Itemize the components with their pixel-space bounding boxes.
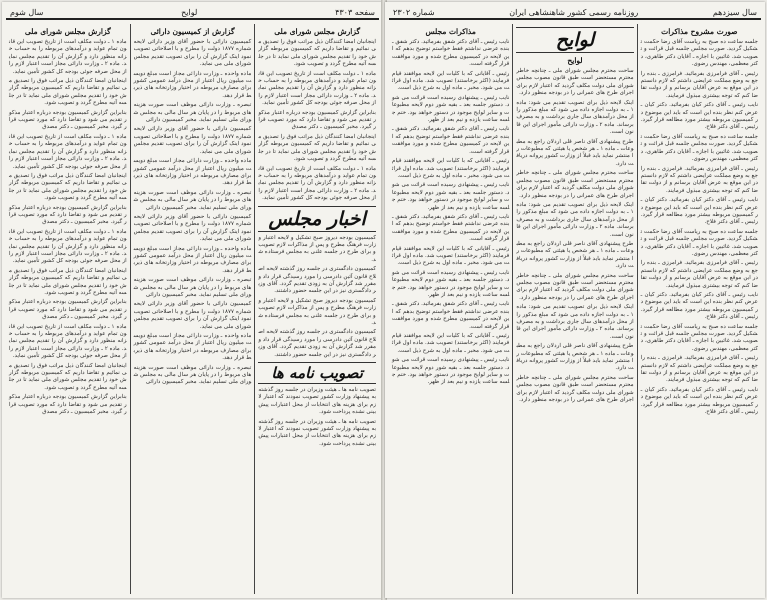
paragraph: جلسه ساعت ده صبح به ریاست آقای رضا حکمت تشکیل گردید. صورت مجلس جلسه قبل قرائت و تصویب شد. غائبین با اجازه ـ آقایان دکتر طاهری، دکتر معظمی، مهندس رضوی. (640, 323, 758, 352)
paragraph: ساحت محترم مجلس شورای ملی ـ چنانچه خاطر محترم مستحضر است طبق قانون مصوب مجلس شورای ملی دولت مکلف گردید که اعتبار لازم برای اجرای طرح های عمرانی را در بودجه منظور دارد. (516, 272, 634, 301)
paragraph: رئیس ـ آقای فرامرزی بفرمائید. فرامرزی ـ بنده راجع به وضع مملکت عرایضی داشتم که لازم دانستم در این موقع به عرض آقایان برسانم و از دولت تقاضا کنم که توجه بیشتری مبذول فرمایند. (640, 70, 758, 99)
right-col1-subhead: صورت مشروح مذاکرات (661, 27, 738, 36)
paragraph: طرح پیشنهادی آقای ناصر قلی اردلان راجع به مطبوعات ـ ماده ۱ ـ هر شخص یا هیئتی که مطبوعات را منتشر نماید باید قبلاً از وزارت کشور پروانه دریافت دارد. (516, 343, 634, 372)
paragraph: ماده واحده ـ وزارت دارائی مجاز است مبلغ دویست میلیون ریال اعتبار از محل درآمد عمومی کشور برای مصارف مربوطه در اختیار وزارتخانه های ذیربط قرار دهد. (133, 245, 252, 274)
left-page-ref: سال شوم (10, 7, 44, 17)
left-column-1 (254, 24, 379, 594)
paragraph: نایب رئیس ـ پیشنهادی رسیده است قرائت می شود. دستور جلسه بعد ـ بقیه شور دوم لایحه مطبوعات و سایر لوایح موجود در دستور خواهد بود. ختم جلسه ساعت یازده و نیم بعد از ظهر. (392, 357, 510, 386)
paragraph: نایب رئیس ـ آقای دکتر شفق بفرمائید. دکتر شفق ـ بنده عرضی نداشتم فقط خواستم توضیح بدهم که این لایحه در کمیسیون مطرح شده و مورد موافقت قرار گرفته است. (392, 126, 510, 155)
paragraph: اینک لایحه ذیل برای تصویب تقدیم می شود: ماده ۱ ـ به دولت اجازه داده می شود که مبلغ مذکور را از محل درآمدهای سال جاری برداشت و به مصرف برساند. ماده ۲ ـ وزارت دارائی مأمور اجرای این قانون است. (516, 304, 634, 340)
paragraph: نایب رئیس ـ آقای دکتر شفق بفرمائید. دکتر شفق ـ بنده عرضی نداشتم فقط خواستم توضیح بدهم که این لایحه در کمیسیون مطرح شده و مورد موافقت قرار گرفته است. (392, 213, 510, 243)
paragraph: کمیسیون دارائی با حضور آقای وزیر دارائی لایحه شماره ۱۸۷۷ دولت را مطرح و با اصلاحاتی تصویب نمود اینک گزارش آن را برای تصویب تقدیم مجلس شورای ملی می نماید. (133, 301, 252, 330)
paragraph: نایب رئیس ـ پیشنهادی رسیده است قرائت می شود. دستور جلسه بعد ـ بقیه شور دوم لایحه مطبوعات و سایر لوایح موجود در دستور خواهد بود. ختم جلسه ساعت یازده و نیم بعد از ظهر. (392, 94, 510, 124)
paragraph: کمیسیون دارائی با حضور آقای وزیر دارائی لایحه شماره ۱۸۷۷ دولت را مطرح و با اصلاحاتی تصویب نمود اینک گزارش آن را برای تصویب تقدیم مجلس شورای ملی می نماید. (133, 39, 252, 68)
left-col1-text-bottom (258, 387, 376, 448)
paragraph: نایب رئیس ـ پیشنهادی رسیده است قرائت می شود. دستور جلسه بعد ـ بقیه شور دوم لایحه مطبوعات و سایر لوایح موجود در دستور خواهد بود. ختم جلسه ساعت یازده و نیم بعد از ظهر. (392, 269, 510, 298)
left-col1-text-lower (258, 235, 376, 360)
left-column-2 (130, 24, 255, 594)
right-page-header (389, 6, 761, 20)
right-col1-text (641, 39, 758, 417)
paragraph: رئیس ـ آقایانی که با کلیات این لایحه موافقند قیام فرمایند (اکثر برخاستند) تصویب شد. ماده اول قرائت می شود. مخبر ـ ماده اول به شرح ذیل است. (392, 70, 510, 92)
left-page-columns (6, 24, 379, 594)
right-page-section: روزنامه رسمی کشور شاهنشاهی ایران (509, 7, 639, 17)
left-page (2, 2, 383, 598)
paragraph: بنابراین گزارش کمیسیون بودجه درباره اعتبار مذکور تقدیم می شود و تقاضا دارد که مورد تصویب قرار گیرد. مخبر کمیسیون ـ دکتر مصدق (8, 204, 127, 226)
right-col2-subhead: لوایح (567, 56, 583, 65)
paragraph: کمیسیون دادگستری در جلسه روز گذشته لایحه اصلاح قانون آئین دادرسی را مورد رسیدگی قرار داد و مقرر شد گزارش آن به زودی تقدیم گردد. آقای وزیر دادگستری نیز در این جلسه حضور داشتند. (258, 266, 376, 295)
bills-banner: لوایح (516, 27, 633, 53)
paragraph: ماده ۱ ـ دولت مکلف است از تاریخ تصویب این قانون تمام عواید و درآمدهای مربوطه را به حساب خزانه منظور دارد و گزارش آن را تقدیم مجلس نماید. ماده ۲ ـ وزارت دارائی مجاز است اعتبار لازم را از محل صرفه جوئی بودجه کل کشور تأمین نماید. (258, 70, 376, 107)
left-col2-subhead: گزارش از کمیسیون دارائی (150, 27, 235, 36)
left-page-number: سفحه ۴۳۰۳ (335, 7, 375, 17)
paragraph: ساحت محترم مجلس شورای ملی ـ چنانچه خاطر محترم مستحضر است طبق قانون مصوب مجلس شورای ملی دولت مکلف گردید که اعتبار لازم برای اجرای طرح های عمرانی را در بودجه منظور دارد. (516, 374, 634, 404)
paragraph: کمیسیون دادگستری در جلسه روز گذشته لایحه اصلاح قانون آئین دادرسی را مورد رسیدگی قرار داد و مقرر شد گزارش آن به زودی تقدیم گردد. آقای وزیر دادگستری نیز در این جلسه حضور داشتند. (258, 329, 376, 358)
right-page-columns (389, 24, 761, 594)
paragraph: کمیسیون دارائی با حضور آقای وزیر دارائی لایحه شماره ۱۸۷۷ دولت را مطرح و با اصلاحاتی تصویب نمود اینک گزارش آن را برای تصویب تقدیم مجلس شورای ملی می نماید. (133, 213, 252, 243)
right-page-number: شماره ۲۳۰۲ (393, 7, 435, 17)
paragraph: رئیس ـ آقای فرامرزی بفرمائید. فرامرزی ـ بنده راجع به وضع مملکت عرایضی داشتم که لازم دانستم در این موقع به عرض آقایان برسانم و از دولت تقاضا کنم که توجه بیشتری مبذول فرمایند. (640, 260, 758, 289)
right-page-ref: سال سیزدهم (712, 7, 757, 17)
paragraph: رئیس ـ آقایانی که با کلیات این لایحه موافقند قیام فرمایند (اکثر برخاستند) تصویب شد. ماده اول قرائت می شود. مخبر ـ ماده اول به شرح ذیل است. (392, 245, 510, 267)
left-col1-text (258, 39, 376, 203)
right-column-2 (512, 24, 636, 594)
right-column-3 (389, 24, 512, 594)
right-col3-text (392, 39, 509, 387)
paragraph: نایب رئیس ـ آقای دکتر شفق بفرمائید. دکتر شفق ـ بنده عرضی نداشتم فقط خواستم توضیح بدهم که این لایحه در کمیسیون مطرح شده و مورد موافقت قرار گرفته است. (392, 301, 510, 330)
left-page-section: لوایح (181, 7, 198, 17)
right-col3-subhead: مذاکرات مجلس (425, 27, 476, 36)
paragraph: جلسه ساعت ده صبح به ریاست آقای رضا حکمت تشکیل گردید. صورت مجلس جلسه قبل قرائت و تصویب شد. غائبین با اجازه ـ آقایان دکتر طاهری، دکتر معظمی، مهندس رضوی. (640, 133, 758, 163)
decrees-banner: تصویب نامه ها (258, 362, 376, 384)
paragraph: تصویب نامه ها ـ هیئت وزیران در جلسه روز گذشته به پیشنهاد وزارت کشور تصویب نمودند که اعتبار لازم برای هزینه های انتخابات از محل اعتبارات پیش بینی نشده پرداخت شود. (258, 418, 376, 447)
paragraph: رئیس ـ آقای فرامرزی بفرمائید. فرامرزی ـ بنده راجع به وضع مملکت عرایضی داشتم که لازم دانستم در این موقع به عرض آقایان برسانم و از دولت تقاضا کنم که توجه بیشتری مبذول فرمایند. (640, 355, 758, 384)
paragraph: طرح پیشنهادی آقای ناصر قلی اردلان راجع به مطبوعات ـ ماده ۱ ـ هر شخص یا هیئتی که مطبوعات را منتشر نماید باید قبلاً از وزارت کشور پروانه دریافت دارد. (516, 240, 634, 270)
paragraph: جلسه ساعت ده صبح به ریاست آقای رضا حکمت تشکیل گردید. صورت مجلس جلسه قبل قرائت و تصویب شد. غائبین با اجازه ـ آقایان دکتر طاهری، دکتر معظمی، مهندس رضوی. (640, 39, 758, 68)
right-column-1 (637, 24, 761, 594)
paragraph: بنابراین گزارش کمیسیون بودجه درباره اعتبار مذکور تقدیم می شود و تقاضا دارد که مورد تصویب قرار گیرد. مخبر کمیسیون ـ دکتر مصدق (258, 109, 376, 131)
paragraph: نایب رئیس ـ آقای دکتر کیان بفرمائید. دکتر کیان ـ عرض کنم نظر بنده این است که باید این موضوع در کمیسیون مربوطه بیشتر مورد مطالعه قرار گیرد. رئیس ـ آقای دکتر فلاح. (640, 197, 758, 226)
right-col2-text (516, 68, 633, 404)
paragraph: کمیسیون دارائی با حضور آقای وزیر دارائی لایحه شماره ۱۸۷۷ دولت را مطرح و با اصلاحاتی تصویب نمود اینک گزارش آن را برای تصویب تقدیم مجلس شورای ملی می نماید. (133, 126, 252, 155)
left-column-3 (6, 24, 130, 594)
paragraph: ماده ۱ ـ دولت مکلف است از تاریخ تصویب این قانون تمام عواید و درآمدهای مربوطه را به حساب خزانه منظور دارد و گزارش آن را تقدیم مجلس نماید. ماده ۲ ـ وزارت دارائی مجاز است اعتبار لازم را از محل صرفه جوئی بودجه کل کشور تأمین نماید. (8, 323, 127, 360)
paragraph: ماده واحده ـ وزارت دارائی مجاز است مبلغ دویست میلیون ریال اعتبار از محل درآمد عمومی کشور برای مصارف مربوطه در اختیار وزارتخانه های ذیربط قرار دهد. (133, 70, 252, 99)
left-col3-subhead: گزارش مجلس شورای ملی (24, 27, 111, 36)
paragraph: اینجانبان امضا کنندگان ذیل مراتب فوق را تصدیق می نمائیم و تقاضا داریم که کمیسیون مربوطه گزارش خود را تقدیم مجلس شورای ملی نماید تا در جلسه آتیه مطرح گردد و تصویب شود. (258, 39, 376, 68)
paragraph: نایب رئیس ـ آقای دکتر کیان بفرمائید. دکتر کیان ـ عرض کنم نظر بنده این است که باید این موضوع در کمیسیون مربوطه بیشتر مورد مطالعه قرار گیرد. رئیس ـ آقای دکتر فلاح. (640, 292, 758, 321)
paragraph: اینجانبان امضا کنندگان ذیل مراتب فوق را تصدیق می نمائیم و تقاضا داریم که کمیسیون مربوطه گزارش خود را تقدیم مجلس شورای ملی نماید تا در جلسه آتیه مطرح گردد و تصویب شود. (258, 133, 376, 163)
paragraph: بنابراین گزارش کمیسیون بودجه درباره اعتبار مذکور تقدیم می شود و تقاضا دارد که مورد تصویب قرار گیرد. مخبر کمیسیون ـ دکتر مصدق (8, 394, 127, 416)
paragraph: نایب رئیس ـ پیشنهادی رسیده است قرائت می شود. دستور جلسه بعد ـ بقیه شور دوم لایحه مطبوعات و سایر لوایح موجود در دستور خواهد بود. ختم جلسه ساعت یازده و نیم بعد از ظهر. (392, 182, 510, 211)
paragraph: بنابراین گزارش کمیسیون بودجه درباره اعتبار مذکور تقدیم می شود و تقاضا دارد که مورد تصویب قرار گیرد. مخبر کمیسیون ـ دکتر مصدق (8, 299, 127, 321)
paragraph: تبصره ـ وزارت دارائی موظف است صورت هزینه های مربوط را در پایان هر سال مالی به مجلس شورای ملی تسلیم نماید. مخبر کمیسیون دارائی (133, 364, 252, 386)
left-col1-subhead: گزارش مجلس شورای ملی (274, 27, 361, 36)
paragraph: جلسه ساعت ده صبح به ریاست آقای رضا حکمت تشکیل گردید. صورت مجلس جلسه قبل قرائت و تصویب شد. غائبین با اجازه ـ آقایان دکتر طاهری، دکتر معظمی، مهندس رضوی. (640, 228, 758, 257)
paragraph: تبصره ـ وزارت دارائی موظف است صورت هزینه های مربوط را در پایان هر سال مالی به مجلس شورای ملی تسلیم نماید. مخبر کمیسیون دارائی (133, 189, 252, 211)
paragraph: تبصره ـ وزارت دارائی موظف است صورت هزینه های مربوط را در پایان هر سال مالی به مجلس شورای ملی تسلیم نماید. مخبر کمیسیون دارائی (133, 277, 252, 298)
paragraph: اینک لایحه ذیل برای تصویب تقدیم می شود: ماده ۱ ـ به دولت اجازه داده می شود که مبلغ مذکور را از محل درآمدهای سال جاری برداشت و به مصرف برساند. ماده ۲ ـ وزارت دارائی مأمور اجرای این قانون است. (516, 201, 634, 238)
paragraph: طرح پیشنهادی آقای ناصر قلی اردلان راجع به مطبوعات ـ ماده ۱ ـ هر شخص یا هیئتی که مطبوعات را منتشر نماید باید قبلاً از وزارت کشور پروانه دریافت دارد. (516, 138, 634, 167)
paragraph: کمیسیون بودجه دیروز صبح تشکیل و لایحه اعتبار وزارت فرهنگ مطرح و پس از مذاکرات لازم تصویب و برای طرح در جلسه علنی به مجلس فرستاده شد. (258, 234, 376, 263)
paragraph: ساحت محترم مجلس شورای ملی ـ چنانچه خاطر محترم مستحضر است طبق قانون مصوب مجلس شورای ملی دولت مکلف گردید که اعتبار لازم برای اجرای طرح های عمرانی را در بودجه منظور دارد. (516, 170, 634, 199)
left-col2-text (134, 39, 252, 387)
paragraph: اینجانبان امضا کنندگان ذیل مراتب فوق را تصدیق می نمائیم و تقاضا داریم که کمیسیون مربوطه گزارش خود را تقدیم مجلس شورای ملی نماید تا در جلسه آتیه مطرح گردد و تصویب شود. (8, 78, 127, 107)
paragraph: ماده واحده ـ وزارت دارائی مجاز است مبلغ دویست میلیون ریال اعتبار از محل درآمد عمومی کشور برای مصارف مربوطه در اختیار وزارتخانه های ذیربط قرار دهد. (133, 158, 252, 187)
paragraph: نایب رئیس ـ آقای دکتر کیان بفرمائید. دکتر کیان ـ عرض کنم نظر بنده این است که باید این موضوع در کمیسیون مربوطه بیشتر مورد مطالعه قرار گیرد. رئیس ـ آقای دکتر فلاح. (640, 102, 758, 131)
paragraph: نایب رئیس ـ آقای دکتر کیان بفرمائید. دکتر کیان ـ عرض کنم نظر بنده این است که باید این موضوع در کمیسیون مربوطه بیشتر مورد مطالعه قرار گیرد. رئیس ـ آقای دکتر فلاح. (640, 386, 758, 416)
paragraph: تصویب نامه ها ـ هیئت وزیران در جلسه روز گذشته به پیشنهاد وزارت کشور تصویب نمودند که اعتبار لازم برای هزینه های انتخابات از محل اعتبارات پیش بینی نشده پرداخت شود. (258, 387, 376, 416)
paragraph: ماده ۱ ـ دولت مکلف است از تاریخ تصویب این قانون تمام عواید و درآمدهای مربوطه را به حساب خزانه منظور دارد و گزارش آن را تقدیم مجلس نماید. ماده ۲ ـ وزارت دارائی مجاز است اعتبار لازم را از محل صرفه جوئی بودجه کل کشور تأمین نماید. (8, 133, 127, 170)
left-page-header (6, 6, 379, 20)
paragraph: اینجانبان امضا کنندگان ذیل مراتب فوق را تصدیق می نمائیم و تقاضا داریم که کمیسیون مربوطه گزارش خود را تقدیم مجلس شورای ملی نماید تا در جلسه آتیه مطرح گردد و تصویب شود. (8, 362, 127, 391)
parliament-news-banner: اخبار مجلس (258, 206, 376, 232)
paragraph: رئیس ـ آقایانی که با کلیات این لایحه موافقند قیام فرمایند (اکثر برخاستند) تصویب شد. ماده اول قرائت می شود. مخبر ـ ماده اول به شرح ذیل است. (392, 158, 510, 179)
paragraph: رئیس ـ آقایانی که با کلیات این لایحه موافقند قیام فرمایند (اکثر برخاستند) تصویب شد. ماده اول قرائت می شود. مخبر ـ ماده اول به شرح ذیل است. (392, 333, 510, 354)
paragraph: کمیسیون بودجه دیروز صبح تشکیل و لایحه اعتبار وزارت فرهنگ مطرح و پس از مذاکرات لازم تصویب و برای طرح در جلسه علنی به مجلس فرستاده شد. (258, 297, 376, 326)
paragraph: ساحت محترم مجلس شورای ملی ـ چنانچه خاطر محترم مستحضر است طبق قانون مصوب مجلس شورای ملی دولت مکلف گردید که اعتبار لازم برای اجرای طرح های عمرانی را در بودجه منظور دارد. (516, 68, 634, 97)
right-page (385, 2, 765, 598)
paragraph: ماده ۱ ـ دولت مکلف است از تاریخ تصویب این قانون تمام عواید و درآمدهای مربوطه را به حساب خزانه منظور دارد و گزارش آن را تقدیم مجلس نماید. ماده ۲ ـ وزارت دارائی مجاز است اعتبار لازم را از محل صرفه جوئی بودجه کل کشور تأمین نماید. (8, 39, 127, 75)
paragraph: اینک لایحه ذیل برای تصویب تقدیم می شود: ماده ۱ ـ به دولت اجازه داده می شود که مبلغ مذکور را از محل درآمدهای سال جاری برداشت و به مصرف برساند. ماده ۲ ـ وزارت دارائی مأمور اجرای این قانون است. (516, 99, 634, 136)
paragraph: ماده ۱ ـ دولت مکلف است از تاریخ تصویب این قانون تمام عواید و درآمدهای مربوطه را به حساب خزانه منظور دارد و گزارش آن را تقدیم مجلس نماید. ماده ۲ ـ وزارت دارائی مجاز است اعتبار لازم را از محل صرفه جوئی بودجه کل کشور تأمین نماید. (8, 228, 127, 265)
paragraph: رئیس ـ آقای فرامرزی بفرمائید. فرامرزی ـ بنده راجع به وضع مملکت عرایضی داشتم که لازم دانستم در این موقع به عرض آقایان برسانم و از دولت تقاضا کنم که توجه بیشتری مبذول فرمایند. (640, 165, 758, 194)
paragraph: اینجانبان امضا کنندگان ذیل مراتب فوق را تصدیق می نمائیم و تقاضا داریم که کمیسیون مربوطه گزارش خود را تقدیم مجلس شورای ملی نماید تا در جلسه آتیه مطرح گردد و تصویب شود. (8, 172, 127, 202)
paragraph: نایب رئیس ـ آقای دکتر شفق بفرمائید. دکتر شفق ـ بنده عرضی نداشتم فقط خواستم توضیح بدهم که این لایحه در کمیسیون مطرح شده و مورد موافقت قرار گرفته است. (392, 39, 510, 68)
paragraph: بنابراین گزارش کمیسیون بودجه درباره اعتبار مذکور تقدیم می شود و تقاضا دارد که مورد تصویب قرار گیرد. مخبر کمیسیون ـ دکتر مصدق (8, 109, 127, 131)
left-col3-text (9, 39, 127, 417)
paragraph: تبصره ـ وزارت دارائی موظف است صورت هزینه های مربوط را در پایان هر سال مالی به مجلس شورای ملی تسلیم نماید. مخبر کمیسیون دارائی (133, 102, 252, 124)
paragraph: ماده واحده ـ وزارت دارائی مجاز است مبلغ دویست میلیون ریال اعتبار از محل درآمد عمومی کشور برای مصارف مربوطه در اختیار وزارتخانه های ذیربط قرار دهد. (133, 333, 252, 362)
paragraph: ماده ۱ ـ دولت مکلف است از تاریخ تصویب این قانون تمام عواید و درآمدهای مربوطه را به حساب خزانه منظور دارد و گزارش آن را تقدیم مجلس نماید. ماده ۲ ـ وزارت دارائی مجاز است اعتبار لازم را از محل صرفه جوئی بودجه کل کشور تأمین نماید. (258, 165, 376, 202)
paragraph: اینجانبان امضا کنندگان ذیل مراتب فوق را تصدیق می نمائیم و تقاضا داریم که کمیسیون مربوطه گزارش خود را تقدیم مجلس شورای ملی نماید تا در جلسه آتیه مطرح گردد و تصویب شود. (8, 267, 127, 296)
